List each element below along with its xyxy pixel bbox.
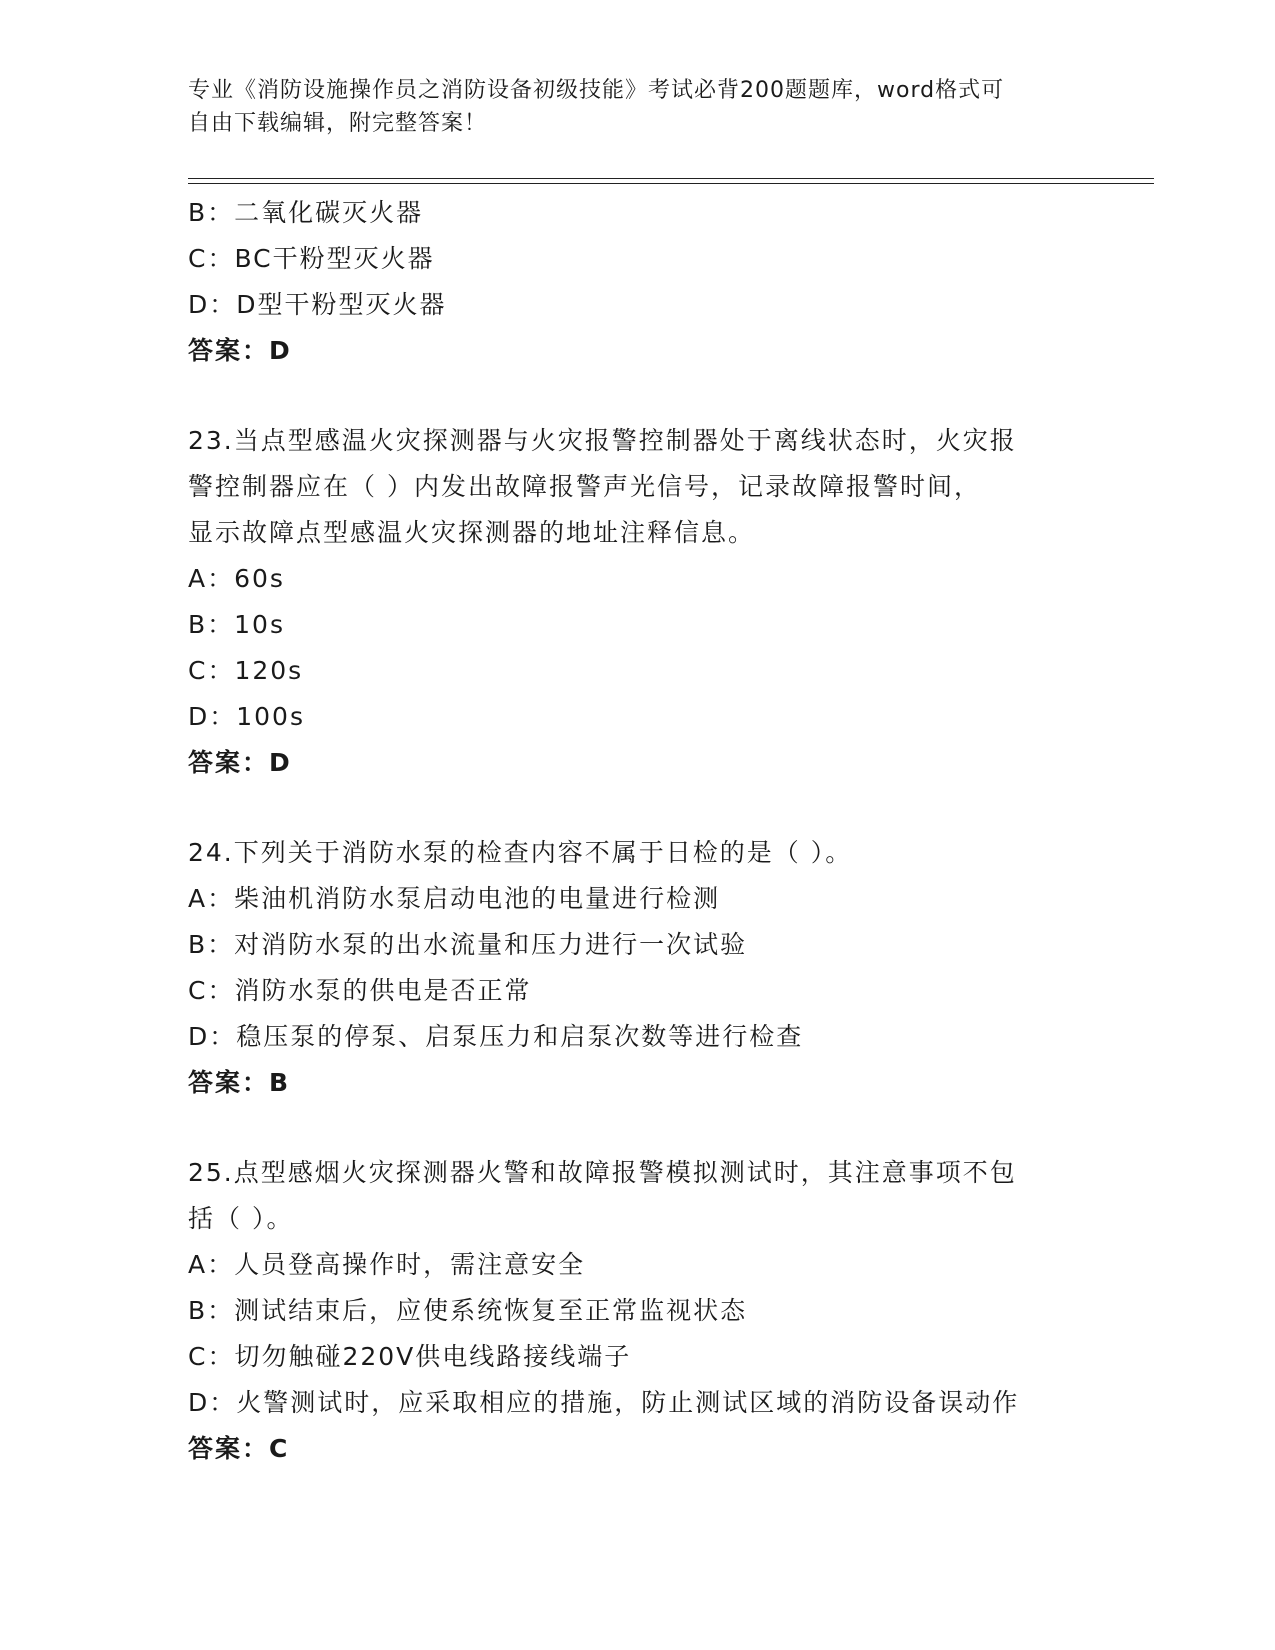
- question-23: [188, 418, 1088, 786]
- document-header: [188, 74, 1088, 140]
- question-list: [188, 190, 1088, 1472]
- question-stem: 23.当点型感温火灾探测器与火灾报警控制器处于离线状态时，火灾报: [188, 426, 1017, 455]
- question-22: [188, 190, 1088, 374]
- question-stem: 显示故障点型感温火灾探测器的地址注释信息。: [188, 518, 756, 547]
- option-b: B：二氧化碳灭火器: [188, 198, 424, 227]
- option-c: C：切勿触碰220V供电线路接线端子: [188, 1342, 632, 1371]
- option-a: A：柴油机消防水泵启动电池的电量进行检测: [188, 884, 721, 913]
- option-d: D：稳压泵的停泵、启泵压力和启泵次数等进行检查: [188, 1022, 804, 1051]
- header-line-2: 自由下载编辑，附完整答案！: [188, 111, 488, 136]
- option-d: D：100s: [188, 702, 305, 731]
- answer: 答案：D: [188, 748, 292, 777]
- option-c: C：120s: [188, 656, 304, 685]
- header-line-1: 专业《消防设施操作员之消防设备初级技能》考试必背200题题库，word格式可: [188, 78, 1005, 103]
- option-b: B：10s: [188, 610, 285, 639]
- option-c: C：消防水泵的供电是否正常: [188, 976, 532, 1005]
- header-rule-bottom: [188, 183, 1154, 184]
- option-a: A：人员登高操作时，需注意安全: [188, 1250, 586, 1279]
- question-25: [188, 1150, 1088, 1472]
- question-stem: 25.点型感烟火灾探测器火警和故障报警模拟测试时，其注意事项不包: [188, 1158, 1017, 1187]
- option-b: B：对消防水泵的出水流量和压力进行一次试验: [188, 930, 748, 959]
- option-c: C：BC干粉型灭火器: [188, 244, 435, 273]
- option-d: D：火警测试时，应采取相应的措施，防止测试区域的消防设备误动作: [188, 1388, 1020, 1417]
- option-d: D：D型干粉型灭火器: [188, 290, 447, 319]
- header-rule-top: [188, 178, 1154, 179]
- question-stem: 括（ ）。: [188, 1204, 294, 1233]
- option-b: B：测试结束后，应使系统恢复至正常监视状态: [188, 1296, 748, 1325]
- question-24: [188, 830, 1088, 1106]
- question-stem: 24.下列关于消防水泵的检查内容不属于日检的是（ ）。: [188, 838, 853, 867]
- option-a: A：60s: [188, 564, 285, 593]
- answer: 答案：D: [188, 336, 292, 365]
- answer: 答案：B: [188, 1068, 291, 1097]
- question-stem: 警控制器应在（ ）内发出故障报警声光信号，记录故障报警时间，: [188, 472, 981, 501]
- answer: 答案：C: [188, 1434, 290, 1463]
